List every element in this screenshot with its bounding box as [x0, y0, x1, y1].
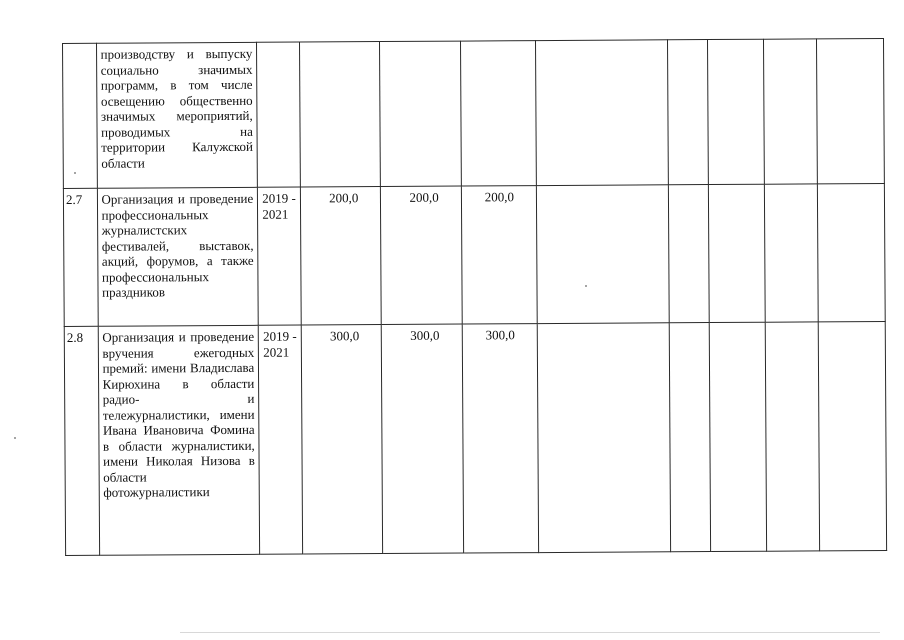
value-cell-2 — [380, 41, 461, 186]
years-cell — [257, 42, 301, 187]
empty-cell — [669, 323, 710, 552]
row-number-cell: 2.7 — [63, 188, 97, 326]
empty-cell — [709, 322, 766, 551]
empty-cell — [669, 185, 710, 323]
empty-cell — [816, 38, 884, 183]
table-row — [63, 183, 885, 326]
scan-edge-line — [180, 632, 880, 633]
years-cell: 2019 - 2021 — [259, 325, 303, 554]
activity-name-cell: Организация и проведение вручения ежегодных премий: имени Владислава Кирюхина в области радио- и тележурналистики, имени Ивана Ивановича Фомина в области журналистики, имени Николая Низова в области фотожурналистики — [98, 325, 260, 555]
program-activities-table — [62, 38, 887, 556]
empty-cell — [707, 39, 764, 184]
value-cell-3 — [460, 41, 536, 186]
empty-cell — [817, 183, 885, 321]
empty-cell — [818, 321, 887, 550]
row-number-cell — [63, 43, 97, 188]
scan-speck — [74, 172, 76, 174]
scan-speck — [14, 437, 16, 439]
empty-cell — [536, 40, 669, 186]
value-cell-1: 300,0 — [301, 325, 383, 554]
empty-cell — [536, 185, 669, 324]
value-cell-2: 300,0 — [382, 324, 464, 553]
value-cell-1 — [300, 42, 381, 187]
empty-cell — [668, 40, 709, 185]
value-cell-3: 200,0 — [461, 186, 537, 324]
row-number-cell: 2.8 — [64, 326, 99, 555]
scan-speck — [585, 285, 587, 287]
years-cell: 2019 - 2021 — [258, 187, 302, 325]
empty-cell — [764, 184, 818, 322]
value-cell-1: 200,0 — [300, 187, 381, 325]
table-row — [64, 321, 886, 555]
value-cell-3: 300,0 — [462, 324, 539, 553]
activity-name-cell: Организация и проведение профессиональных журналистских фестивалей, выставок, акций, форумов, а также профессиональных праздников — [97, 187, 259, 326]
empty-cell — [708, 184, 765, 322]
activity-name-cell: производству и выпуску социально значимых программ, в том числе освещению общественно значимых мероприятий, проводимых на территории Калужской области — [96, 42, 258, 188]
table-row — [63, 38, 885, 188]
empty-cell — [765, 322, 819, 551]
value-cell-2: 200,0 — [381, 186, 462, 324]
empty-cell — [537, 323, 671, 553]
empty-cell — [763, 39, 817, 184]
